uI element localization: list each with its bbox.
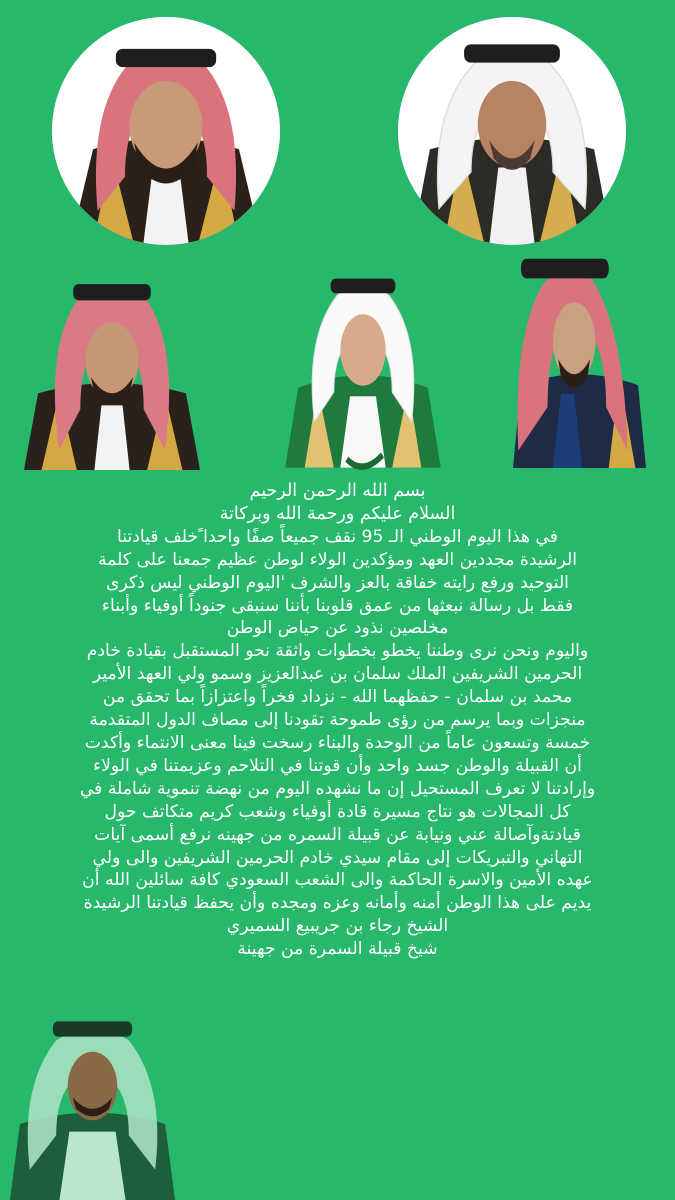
message-line: واليوم ونحن نرى وطننا يخطو بخطوات واثقة نحو المستقبل بقيادة خادم	[86, 641, 589, 662]
portrait-white-ghutra-icon	[398, 17, 626, 245]
portrait-middle-right	[513, 250, 646, 468]
portrait-red-keffiyeh-icon	[513, 250, 646, 468]
message-line: التوحيد ورفع رايته خفاقة بالعز والشرف 'اليوم الوطني ليس ذكرى	[106, 572, 569, 593]
national-day-message	[8, 480, 667, 961]
portrait-red-keffiyeh-icon	[24, 268, 200, 470]
message-line: في هذا اليوم الوطني الـ 95 نقف جميعاً صفًا واحدا ًخلف قيادتنا	[117, 526, 558, 547]
basmala: بسم الله الرحمن الرحيم	[249, 481, 426, 501]
message-line: كل المجالات هو نتاج مسيرة قادة أوفياء وشعب كريم متكاتف حول	[104, 801, 571, 822]
message-line: وإرادتنا لا تعرف المستحيل إن ما نشهده اليوم من نهضة تنموية شاملة في	[79, 778, 596, 799]
message-line: أن القبيلة والوطن جسد واحد وأن قوتنا في التلاحم وعزيمتنا في الولاء	[93, 755, 582, 776]
message-line: عهده الأمين والاسرة الحاكمة والى الشعب السعودي كافة سائلين الله أن	[82, 870, 593, 891]
message-line: منجزات وبما يرسم من رؤى طموحة تقودنا إلى مصاف الدول المتقدمة	[89, 710, 586, 731]
portrait-white-ghutra-green-sash-icon	[282, 266, 444, 476]
message-line: التهاني والتبريكات إلى مقام سيدي خادم الحرمين الشريفين والى ولي	[92, 847, 583, 868]
message-line: يديم على هذا الوطن أمنه وأمانه وعزه ومجده وأن يحفظ قيادتنا الرشيدة	[83, 893, 592, 914]
portrait-top-right	[398, 17, 626, 245]
message-line: محمد بن سلمان - حفظهما الله - نزداد فخراً واعتزازاً بما تحقق من	[102, 687, 573, 708]
portrait-top-left	[52, 17, 280, 245]
portrait-middle-center	[282, 266, 444, 476]
message-line: فقط بل رسالة نبعثها من عمق قلوبنا بأننا سنبقى جنوداً أوفياء وأبناء	[101, 595, 574, 616]
message-line: خمسة وتسعون عاماً من الوحدة والبناء رسخت فينا معنى الانتماء وأكدت	[84, 732, 591, 753]
message-line: الرشيدة مجددين العهد ومؤكدين الولاء لوطن عظيم جمعنا على كلمة	[97, 549, 578, 570]
portrait-green-tint-icon	[10, 1010, 175, 1200]
message-line: قيادتةوآصالة عني ونيابة عن قبيلة السمره من جهينه نرفع أسمى آيات	[94, 824, 581, 845]
portrait-middle-left	[24, 268, 200, 470]
message-line: الحرمين الشريفين الملك سلمان بن عبدالعزيز وسمو ولي العهد الأمير	[92, 664, 583, 685]
message-line: مخلصين نذود عن حياض الوطن	[226, 618, 449, 639]
portrait-red-keffiyeh-icon	[52, 17, 280, 245]
portrait-bottom-left	[10, 1010, 175, 1200]
signature-title: شيخ قبيلة السمرة من جهينة	[237, 939, 438, 960]
greeting: السلام عليكم ورحمة الله وبركاتة	[219, 503, 456, 524]
signature-name: الشيخ رجاء بن جريبيع السميري	[226, 916, 449, 937]
